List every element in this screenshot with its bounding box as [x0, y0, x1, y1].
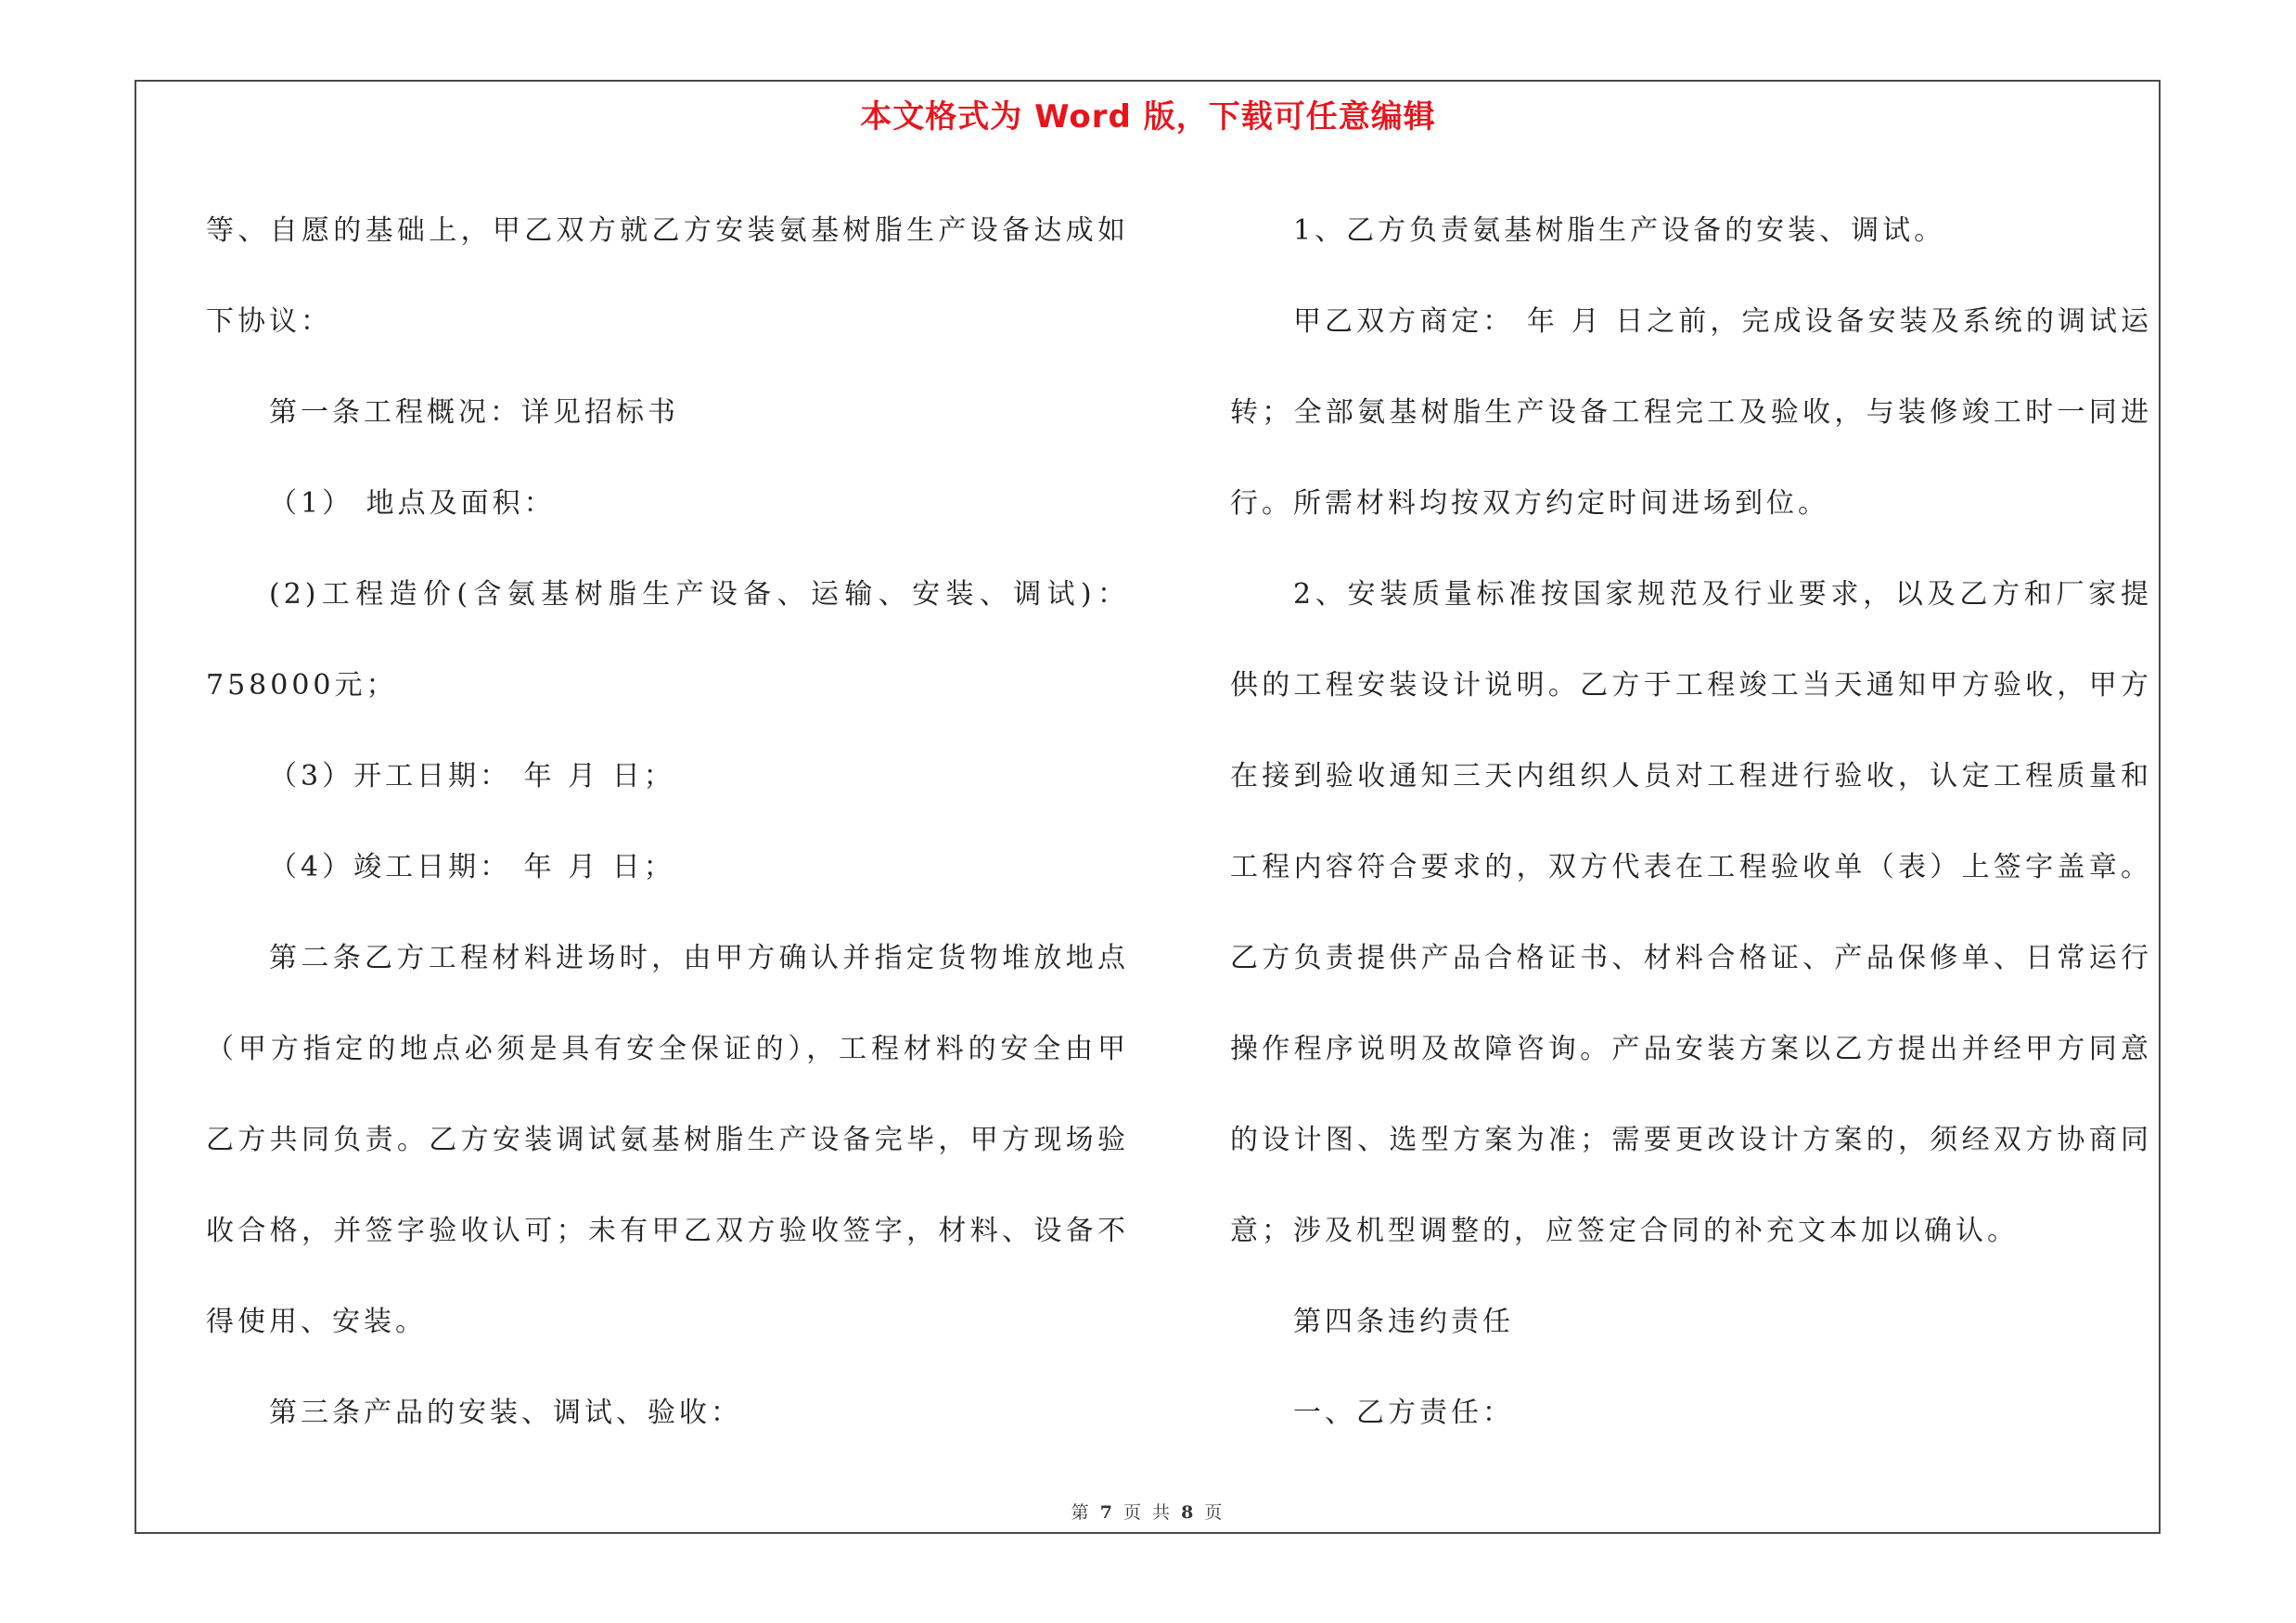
paragraph: 一、乙方责任： — [1293, 1397, 1514, 1429]
paragraph: 第一条工程概况：详见招标书 — [269, 396, 679, 429]
page-prefix: 第 — [1071, 1502, 1092, 1523]
paragraph: （1） 地点及面积： — [269, 487, 556, 520]
paragraph: （4）竣工日期： 年 月 日； — [269, 851, 675, 883]
paragraph: 2、安装质量标准按国家规范及行业要求，以及乙方和厂家提供的工程安装设计说明。乙方于工程竣工当天通知甲方验收，甲方在接到验收通知三天内组织人员对工程进行验收，认定工程质量和工程内容符合要求的，双方代表在工程验收单（表）上签字盖章。乙方负责提供产品合格证书、材料合格证、产品保修单、日常运行操作程序说明及故障咨询。产品安装方案以乙方提出并经甲方同意的设计图、选型方案为准；需要更改设计方案的，须经双方协商同意；涉及机型调整的，应签定合同的补充文本加以确认。 — [1230, 578, 2152, 1247]
paragraph: 甲乙双方商定： 年 月 日之前，完成设备安装及系统的调试运转；全部氨基树脂生产设备工程完工及验收，与装修竣工时一同进行。所需材料均按双方约定时间进场到位。 — [1230, 305, 2152, 520]
paragraph: 第二条乙方工程材料进场时，由甲方确认并指定货物堆放地点（甲方指定的地点必须是具有安全保证的），工程材料的安全由甲乙方共同负责。乙方安装调试氨基树脂生产设备完毕，甲方现场验收合格，并签字验收认可；未有甲乙双方验收签字，材料、设备不得使用、安装。 — [206, 942, 1129, 1338]
paragraph: 第三条产品的安装、调试、验收： — [269, 1397, 742, 1429]
page-middle: 页 共 — [1122, 1502, 1174, 1523]
right-text-column — [1230, 186, 2152, 1459]
left-text-column — [206, 186, 1129, 1459]
paragraph: 1、乙方负责氨基树脂生产设备的安装、调试。 — [1293, 214, 1946, 247]
paragraph: （3）开工日期： 年 月 日； — [269, 760, 675, 792]
page-number — [0, 1499, 2296, 1524]
current-page-number: 7 — [1099, 1502, 1115, 1523]
paragraph: (2)工程造价(含氨基树脂生产设备、运输、安装、调试)：758000元； — [206, 578, 1129, 702]
paragraph: 等、自愿的基础上，甲乙双方就乙方安装氨基树脂生产设备达成如下协议： — [206, 214, 1129, 338]
watermark-banner: 本文格式为 Word 版，下载可任意编辑 — [860, 98, 1436, 135]
page-suffix: 页 — [1204, 1502, 1225, 1523]
total-pages-number: 8 — [1181, 1502, 1197, 1523]
paragraph: 第四条违约责任 — [1293, 1306, 1514, 1338]
